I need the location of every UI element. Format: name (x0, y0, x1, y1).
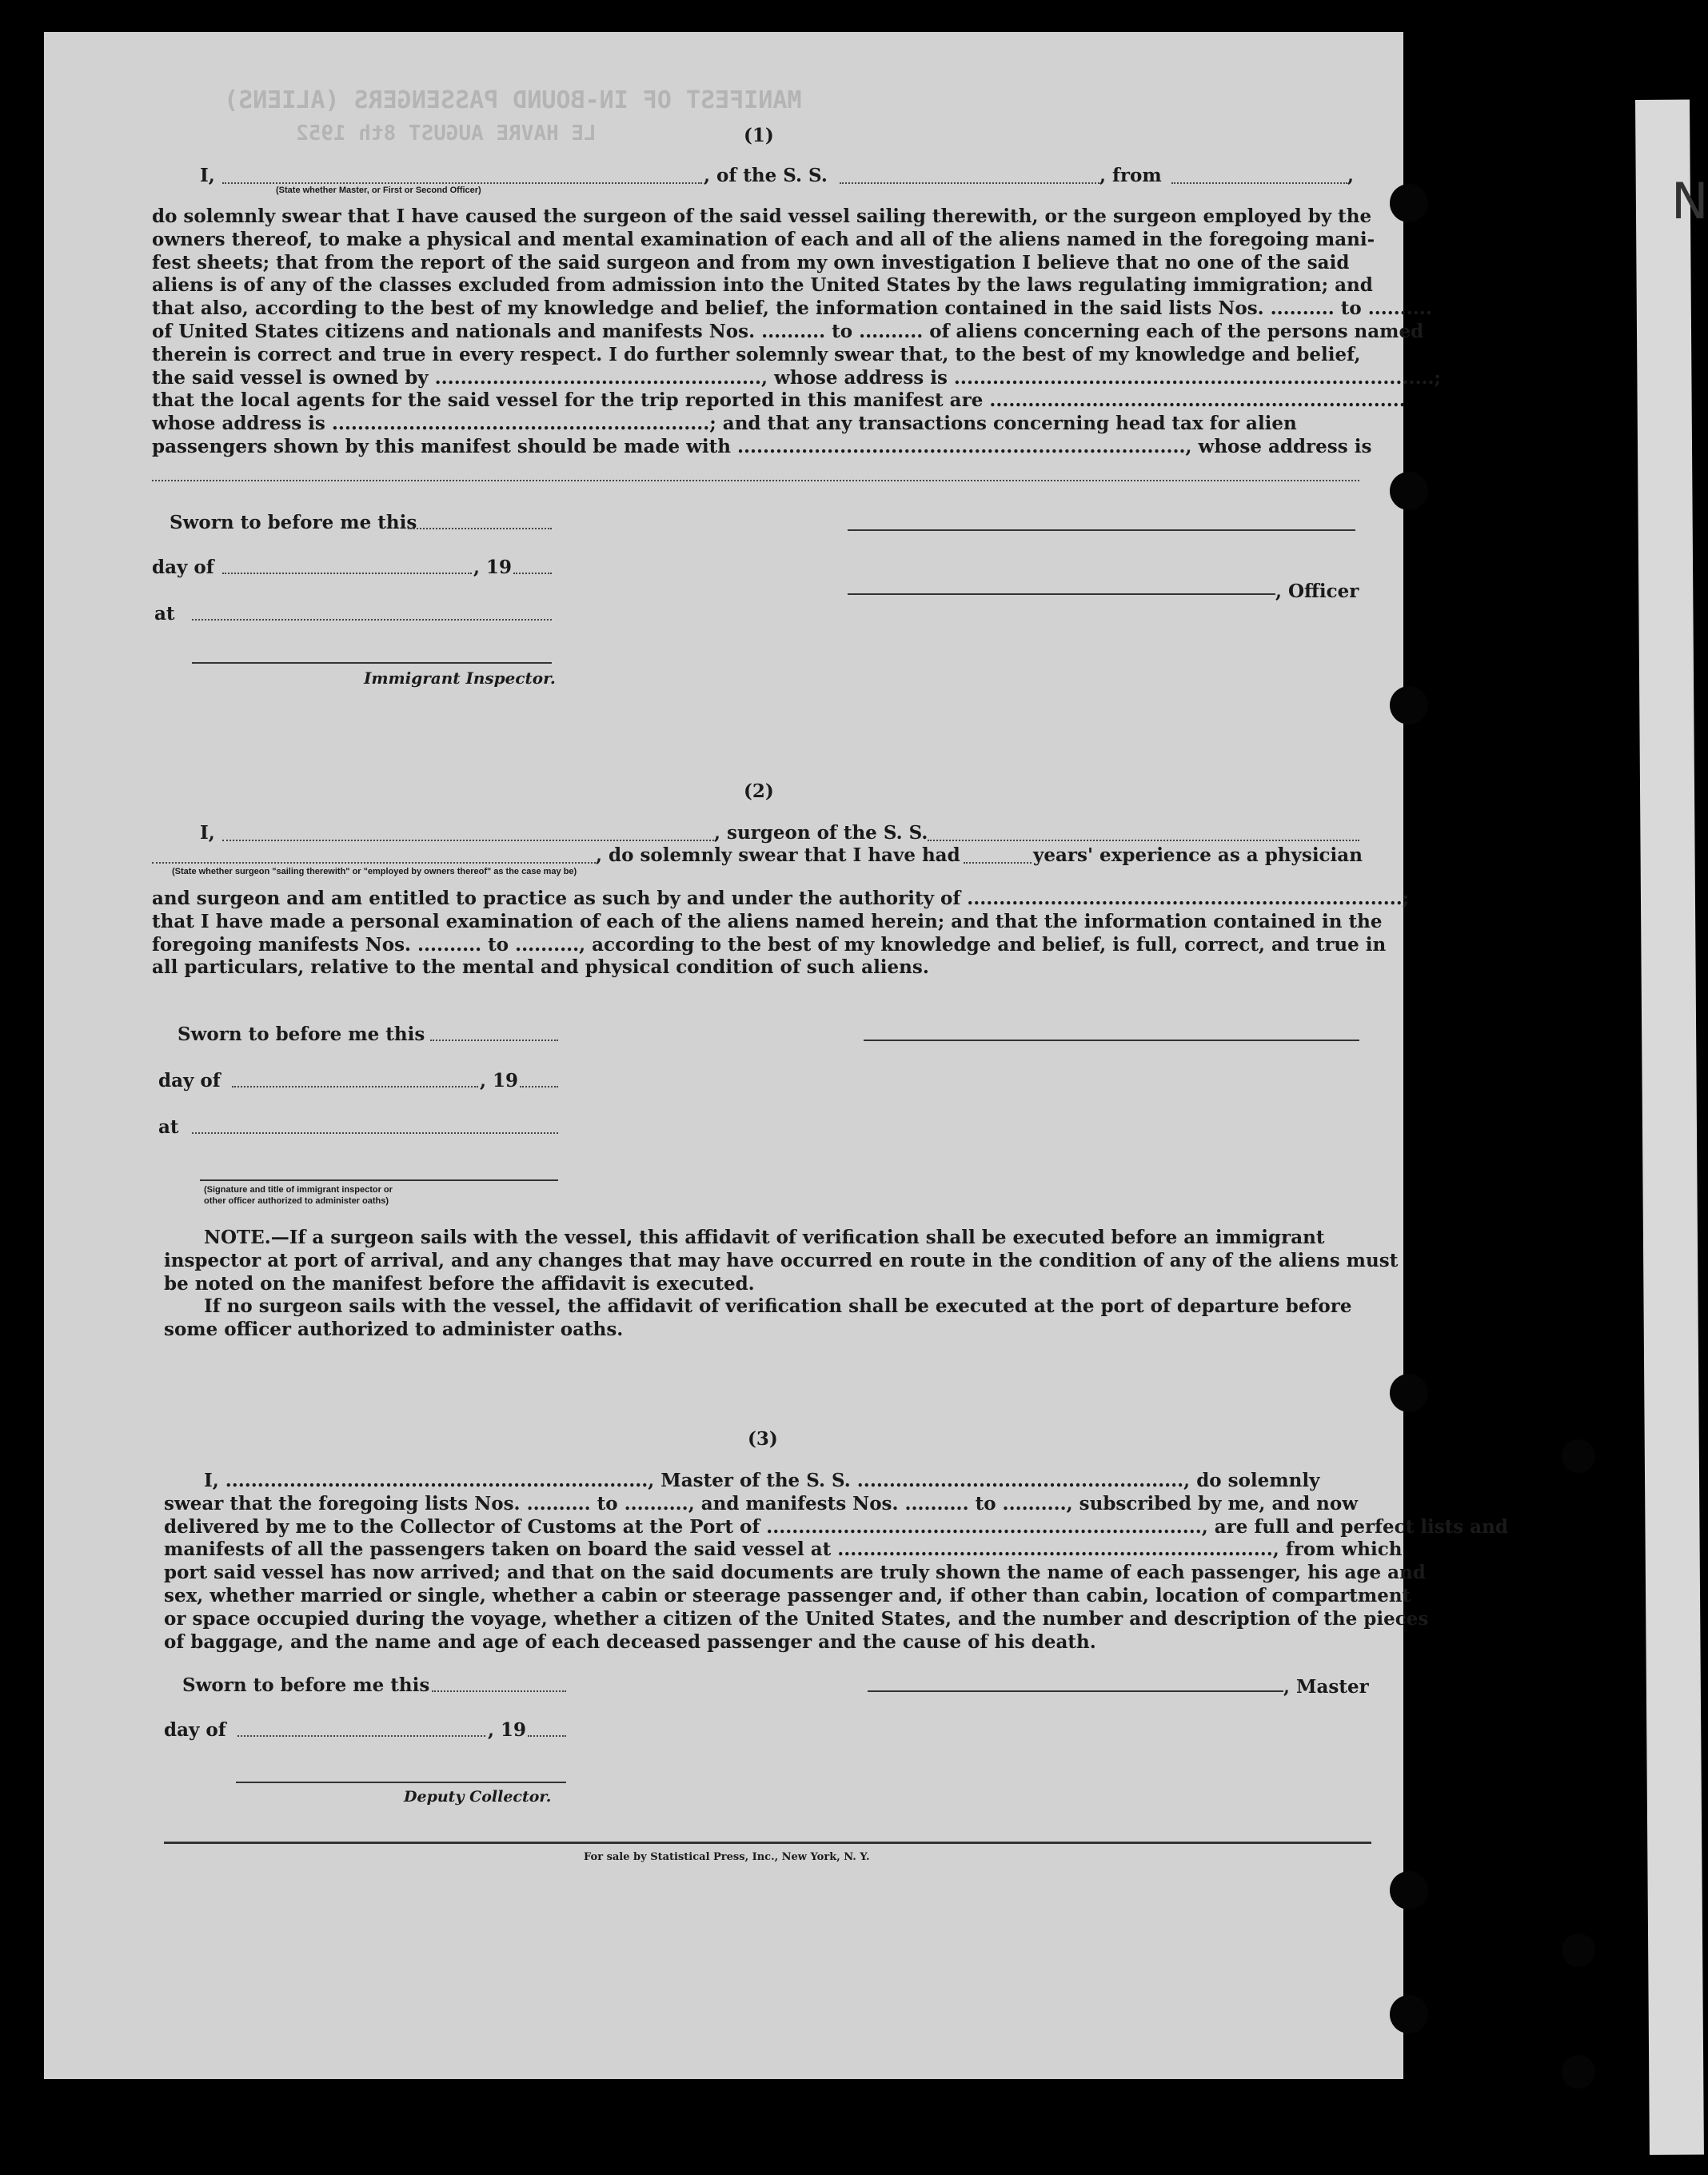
inspector-label: Immigrant Inspector. (364, 668, 556, 688)
text-line: or space occupied during the voyage, whether a citizen of the United States, and the number and description of the pieces (164, 1607, 1429, 1630)
text-line: that the local agents for the said vessel for the trip reported in this manifest are ................................................................. (152, 389, 1406, 412)
officer-signature-line (848, 529, 1355, 531)
swear-label: , do solemnly swear that I have had (596, 844, 960, 866)
years-line (964, 862, 1032, 864)
master-label: , Master (1283, 1676, 1369, 1698)
year-line (528, 1735, 566, 1737)
text-line: of United States citizens and nationals and manifests Nos. .......... to .......... of aliens concerning each of the persons named (152, 320, 1424, 342)
surgeon-ship-line (928, 840, 1359, 841)
punch-hole (1562, 1934, 1595, 1967)
text-line: sex, whether married or single, whether a cabin or steerage passenger and, if other than cabin, location of compartment (164, 1584, 1411, 1606)
ship-name-line (840, 182, 1099, 184)
sec1-year-label: , 19 (473, 557, 513, 578)
text-line: If no surgeon sails with the vessel, the affidavit of verification shall be executed at the port of departure before (204, 1295, 1352, 1318)
from-port-line (1171, 182, 1347, 184)
text-line: aliens is of any of the classes excluded from admission into the United States by the laws regulating immigration; and (152, 274, 1373, 297)
sec1-i: I, (200, 165, 215, 186)
punch-hole (1390, 1995, 1428, 2033)
day-line (232, 1086, 478, 1088)
sworn-line (430, 1040, 558, 1041)
collector-signature-line (236, 1782, 566, 1783)
text-line: some officer authorized to administer oaths. (164, 1319, 624, 1341)
from-label: , from (1099, 165, 1162, 186)
years-label: years' experience as a physician (1033, 844, 1363, 866)
at-line (192, 619, 552, 621)
sworn-line (408, 528, 552, 529)
text-line: the said vessel is owned by ..................................................., whose address is ...........................................................................; (152, 366, 1441, 389)
signature-note: other officer authorized to administer oaths) (204, 1196, 389, 1206)
day-line (237, 1735, 485, 1737)
text-line: all particulars, relative to the mental and physical condition of such aliens. (152, 956, 929, 979)
text-line: swear that the foregoing lists Nos. .......... to .........., and manifests Nos. .......... to .........., subscribed by me, and now (164, 1492, 1359, 1515)
text-line: passengers shown by this manifest should be made with ......................................................................, whose address is (152, 435, 1372, 457)
inspector-signature-line (192, 662, 552, 664)
text-line: do solemnly swear that I have caused the surgeon of the said vessel sailing therewith, or the surgeon employed by the (152, 206, 1372, 227)
sec2-oath-text (152, 888, 1410, 980)
sec2-at-label: at (158, 1116, 179, 1138)
master-name-line (222, 182, 702, 184)
at-line (192, 1132, 558, 1134)
text-line: NOTE.—If a surgeon sails with the vessel, this affidavit of verification shall be executed before an immigrant (204, 1227, 1325, 1248)
printer-credit: For sale by Statistical Press, Inc., New York, N. Y. (584, 1851, 870, 1863)
surgeon-signature-line (864, 1040, 1359, 1041)
section-3-number: (3) (748, 1428, 778, 1450)
punch-hole (1562, 1439, 1595, 1473)
master-note: (State whether Master, or First or Second Officer) (276, 186, 481, 195)
sec1-at-label: at (154, 603, 175, 625)
sec2-sworn-label: Sworn to before me this (178, 1024, 425, 1045)
footer-rule (164, 1842, 1371, 1844)
text-line: foregoing manifests Nos. .......... to .........., according to the best of my knowledge and belief, is full, correct, and true in (152, 933, 1387, 956)
strip-character: N (1671, 172, 1708, 230)
surgeon-of-label: , surgeon of the S. S. (714, 822, 928, 844)
inspector-signature-line (200, 1179, 558, 1181)
text-line: owners thereof, to make a physical and mental examination of each and all of the aliens named in the foregoing mani- (152, 228, 1375, 250)
punch-hole (1390, 184, 1428, 222)
surgeon-name-line (222, 840, 714, 841)
text-line: delivered by me to the Collector of Customs at the Port of ...................................................................., are full and perfect lists and (164, 1515, 1508, 1538)
punch-hole (1390, 686, 1428, 724)
text-line: inspector at port of arrival, and any changes that may have occurred en route in the condition of any of the aliens must (164, 1249, 1399, 1271)
officer-label: , Officer (1275, 581, 1359, 602)
sec3-day-label: day of (164, 1719, 226, 1741)
sec3-year-label: , 19 (488, 1719, 527, 1741)
ghost-subtitle: LE HAVRE AUGUST 8th 1952 (296, 122, 597, 146)
text-line: that I have made a personal examination of each of the aliens named herein; and that the information contained in the (152, 910, 1383, 932)
text-line: whose address is ...........................................................; and that any transactions concerning head tax for alien (152, 413, 1297, 435)
text-line: that also, according to the best of my knowledge and belief, the information contained in the said lists Nos. .......... to .......... (152, 297, 1432, 320)
text-line: manifests of all the passengers taken on board the said vessel at ...................................................................., from which (164, 1538, 1403, 1561)
punch-hole (1390, 1871, 1428, 1910)
section-2-number: (2) (744, 780, 774, 802)
section-1-number: (1) (744, 125, 774, 146)
text-line: port said vessel has now arrived; and that on the said documents are truly shown the name of each passenger, his age and (164, 1562, 1426, 1584)
sec3-sworn-label: Sworn to before me this (182, 1674, 430, 1696)
text-line: of baggage, and the name and age of each deceased passenger and the cause of his death. (164, 1630, 1096, 1653)
punch-hole (1390, 1374, 1428, 1412)
officer-signature-line-2 (848, 593, 1275, 595)
sec1-sworn-label: Sworn to before me this (170, 512, 417, 533)
text-line: I, .................................................................., Master of the S. S. ..................................................., do solemnly (204, 1470, 1320, 1491)
signature-note: (Signature and title of immigrant inspector or (204, 1185, 393, 1195)
text-line: be noted on the manifest before the affidavit is executed. (164, 1272, 755, 1295)
year-line (513, 573, 552, 574)
collector-label: Deputy Collector. (404, 1788, 552, 1806)
adjacent-page-strip (1635, 100, 1704, 2155)
surgeon-ship-line-2 (152, 862, 596, 864)
sec2-day-label: day of (158, 1070, 221, 1091)
year-line (520, 1086, 558, 1088)
surgeon-note: (State whether surgeon "sailing therewith" or "employed by owners thereof" as the case may be) (172, 867, 577, 876)
from-end: , (1347, 165, 1355, 186)
sec1-day-label: day of (152, 557, 214, 578)
sec2-i: I, (200, 822, 215, 844)
text-line: therein is correct and true in every respect. I do further solemnly swear that, to the best of my knowledge and belief, (152, 343, 1361, 365)
sworn-line (432, 1690, 566, 1692)
punch-hole (1562, 2055, 1595, 2089)
day-line (222, 573, 472, 574)
address-continuation-line (152, 480, 1359, 481)
ghost-title: MANIFEST OF IN-BOUND PASSENGERS (ALIENS) (224, 86, 802, 114)
note-text (164, 1227, 1399, 1342)
sec3-oath-text (164, 1470, 1508, 1654)
master-signature-line (868, 1690, 1283, 1692)
sec1-oath-text (152, 206, 1441, 459)
sec2-year-label: , 19 (480, 1070, 519, 1091)
punch-hole (1390, 472, 1428, 510)
text-line: and surgeon and am entitled to practice as such by and under the authority of ....................................................................; (152, 888, 1410, 909)
of-ss-label: , of the S. S. (704, 165, 828, 186)
text-line: fest sheets; that from the report of the said surgeon and from my own investigation I believe that no one of the said (152, 251, 1350, 273)
